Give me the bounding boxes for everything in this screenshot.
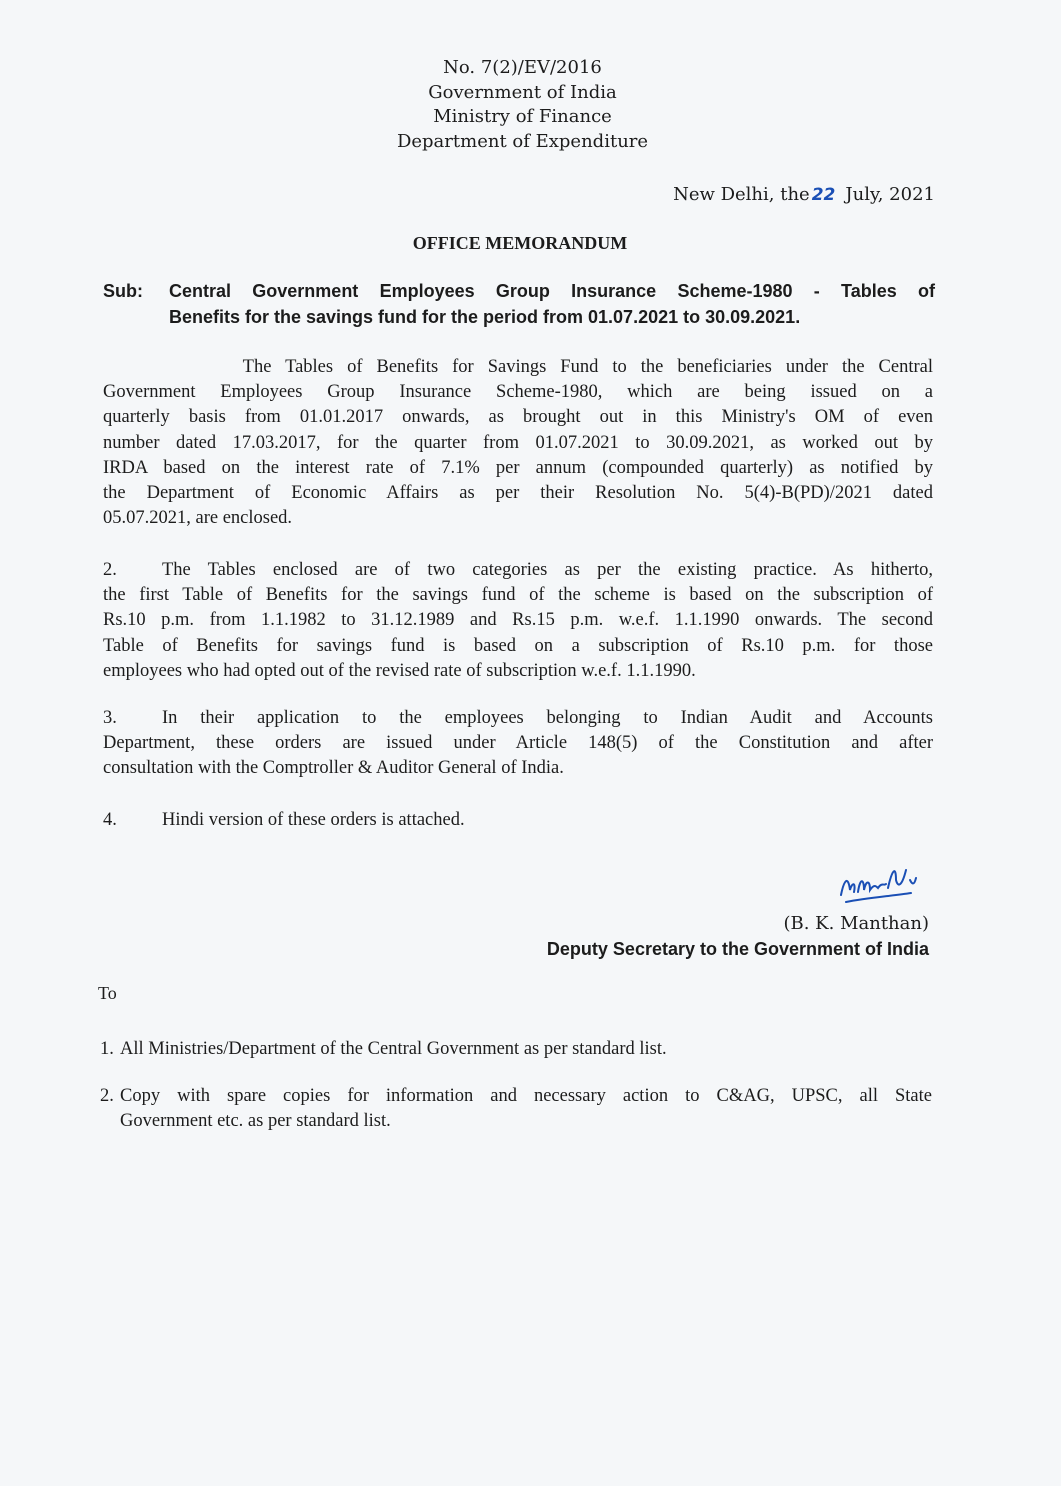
paragraph-line: Government Employees Group Insurance Scheme-1980, which are being issued on a xyxy=(103,382,933,403)
handwritten-day: 22 xyxy=(811,185,836,205)
ministry-name: Ministry of Finance xyxy=(433,106,612,127)
document-title: OFFICE MEMORANDUM xyxy=(412,233,628,253)
date-suffix: July, 2021 xyxy=(845,184,935,205)
government-name: Government of India xyxy=(428,81,617,103)
paragraph-line: Department, these orders are issued under Article 148(5) of the Constitution and after xyxy=(103,733,933,754)
signatory-name: (B. K. Manthan) xyxy=(783,913,929,934)
paragraph xyxy=(103,558,933,684)
department-name: Department of Expenditure xyxy=(396,130,649,152)
recipient-number: 2. xyxy=(100,1086,114,1106)
subject xyxy=(103,278,935,330)
paragraph-line: quarterly basis from 01.01.2017 onwards, as brought out in this Ministry's OM of even xyxy=(103,407,933,428)
paragraph-line: In their application to the employees belonging to Indian Audit and Accounts xyxy=(162,708,933,728)
recipient-item xyxy=(100,1037,932,1062)
to-label: To xyxy=(98,983,117,1003)
date-prefix: New Delhi, the xyxy=(673,184,810,205)
file-number: No. 7(2)/EV/2016 xyxy=(443,57,602,78)
paragraph xyxy=(103,706,933,782)
recipient-line: Government etc. as per standard list. xyxy=(120,1111,391,1131)
signature xyxy=(836,860,926,905)
paragraph-line: Rs.10 p.m. from 1.1.1982 to 31.12.1989 and Rs.15 p.m. w.e.f. 1.1.1990 onwards. The second xyxy=(103,610,933,631)
recipient-number: 1. xyxy=(100,1039,114,1059)
paragraph xyxy=(103,808,933,833)
paragraph-line: 05.07.2021, are enclosed. xyxy=(103,508,293,529)
paragraph-line: Hindi version of these orders is attached. xyxy=(162,810,465,830)
paragraph-line: employees who had opted out of the revised rate of subscription w.e.f. 1.1.1990. xyxy=(103,660,696,681)
issue-date xyxy=(673,184,935,205)
paragraph-line: The Tables enclosed are of two categories as per the existing practice. As hitherto, xyxy=(162,560,933,580)
paragraph-line: consultation with the Comptroller & Auditor General of India. xyxy=(103,758,564,779)
paragraph-line: The Tables of Benefits for Savings Fund to the beneficiaries under the Central xyxy=(103,357,933,377)
paragraph-number: 4. xyxy=(103,810,117,830)
paragraph-number: 3. xyxy=(103,708,117,728)
recipient-line: Copy with spare copies for information and necessary action to C&AG, UPSC, all State xyxy=(120,1086,932,1106)
subject-line: Central Government Employees Group Insurance Scheme-1980 - Tables of xyxy=(169,281,935,301)
paragraph-line: Table of Benefits for savings fund is based on a subscription of Rs.10 p.m. for those xyxy=(103,635,933,656)
subject-label: Sub: xyxy=(103,281,143,301)
paragraph-line: the Department of Economic Affairs as per their Resolution No. 5(4)-B(PD)/2021 dated xyxy=(103,482,933,503)
letterhead xyxy=(0,56,1045,154)
paragraph-number: 2. xyxy=(103,560,117,580)
recipient-line: All Ministries/Department of the Central Government as per standard list. xyxy=(120,1039,667,1059)
paragraph-line: IRDA based on the interest rate of 7.1% per annum (compounded quarterly) as notified by xyxy=(103,457,933,478)
paragraph xyxy=(103,355,933,531)
paragraph-line: the first Table of Benefits for the savings fund of the scheme is based on the subscription of xyxy=(103,585,933,606)
paragraph-line: number dated 17.03.2017, for the quarter from 01.07.2021 to 30.09.2021, as worked out by xyxy=(103,432,933,453)
signatory-designation: Deputy Secretary to the Government of India xyxy=(546,939,929,959)
subject-line: Benefits for the savings fund for the period from 01.07.2021 to 30.09.2021. xyxy=(169,307,801,327)
recipient-item xyxy=(100,1084,932,1134)
